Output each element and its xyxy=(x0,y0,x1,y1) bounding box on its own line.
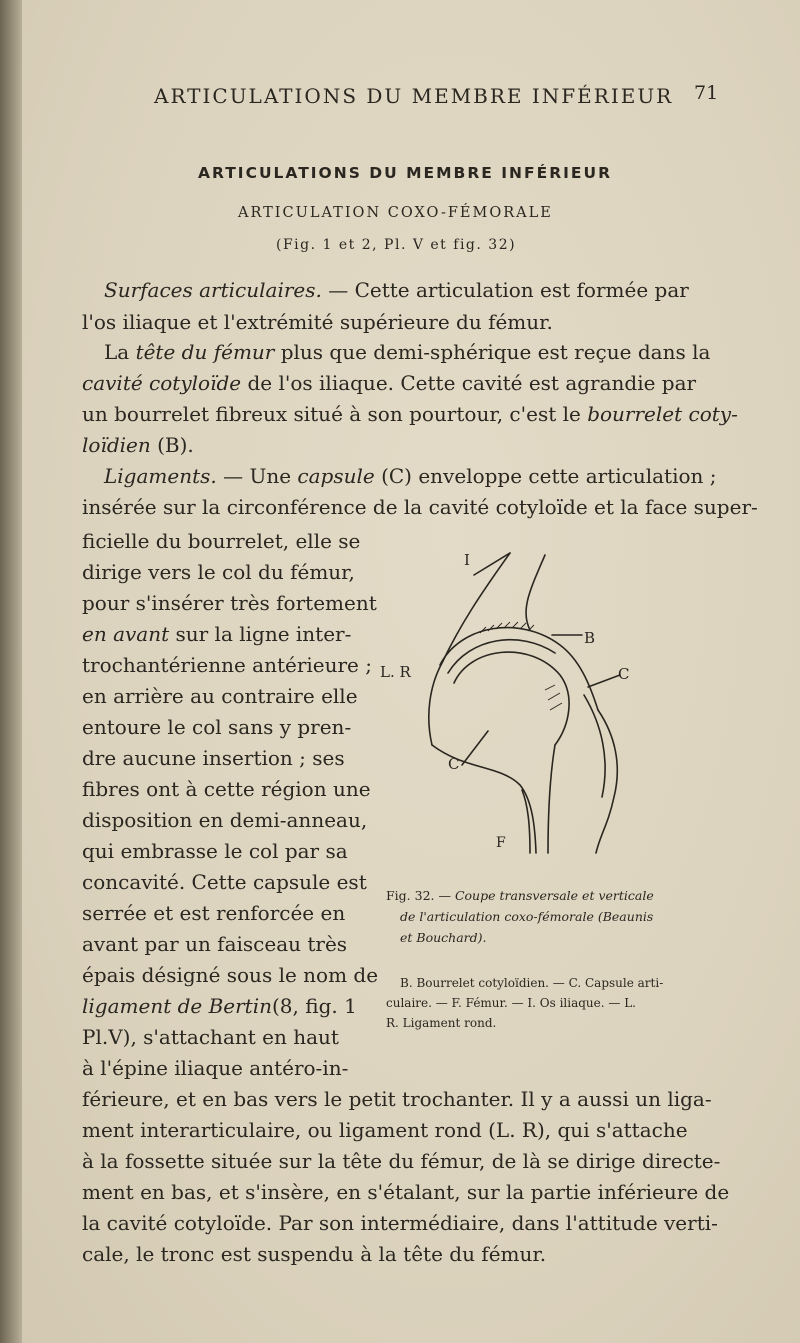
p2-line-2 xyxy=(82,373,696,393)
full-line: la cavité cotyloïde. Par son intermédiaire, dans l'attitude verti- xyxy=(82,1211,718,1235)
p2-line-3 xyxy=(82,404,738,424)
article-title: ARTICULATION COXO-FÉMORALE xyxy=(238,205,553,221)
femoral-head xyxy=(454,652,569,745)
narrow-line: concavité. Cette capsule est xyxy=(82,870,367,894)
narrow-line: avant par un faisceau très xyxy=(82,932,348,956)
label-F: F xyxy=(496,835,506,851)
full-line: ment en bas, et s'insère, en s'étalant, sur la partie inférieure de xyxy=(82,1180,730,1204)
text: La xyxy=(104,340,136,364)
narrow-line: fibres ont à cette région une xyxy=(82,777,371,801)
caption-head: Fig. 32. xyxy=(386,888,435,903)
capsule-inner xyxy=(584,695,605,797)
narrow-line: Pl.V), s'attachant en haut xyxy=(82,1025,339,1049)
figure-legend-line-3: R. Ligament rond. xyxy=(386,1016,497,1030)
narrow-line xyxy=(82,624,351,644)
label-C-left: C xyxy=(448,755,460,773)
figure-legend-line-2: culaire. — F. Fémur. — I. Os iliaque. — L. xyxy=(386,996,636,1010)
narrow-line: pour s'insérer très fortement xyxy=(82,591,377,615)
text: (C) enveloppe cette articulation ; xyxy=(374,464,717,488)
full-line: à la fossette située sur la tête du fémur, de là se dirige directe- xyxy=(82,1149,721,1173)
section-title: ARTICULATIONS DU MEMBRE INFÉRIEUR xyxy=(198,164,613,182)
figure-legend-line-1: B. Bourrelet cotyloïdien. — C. Capsule arti- xyxy=(400,976,664,990)
narrow-line: entoure le col sans y pren- xyxy=(82,715,352,739)
narrow-line: à l'épine iliaque antéro-in- xyxy=(82,1056,349,1080)
figure-caption-line-3: et Bouchard). xyxy=(400,930,487,945)
term-bourrelet: bourrelet coty- xyxy=(587,402,738,426)
full-line: ment interarticulaire, ou ligament rond (L. R), qui s'attache xyxy=(82,1118,688,1142)
text: (8, fig. 1 xyxy=(272,994,357,1018)
p3-line-1 xyxy=(104,466,717,486)
narrow-line: disposition en demi-anneau, xyxy=(82,808,368,832)
text: (B). xyxy=(150,433,194,457)
full-line: férieure, et en bas vers le petit trochanter. Il y a aussi un liga- xyxy=(82,1087,712,1111)
text: en avant xyxy=(82,622,170,646)
narrow-line: qui embrasse le col par sa xyxy=(82,839,348,863)
label-LR: L. R xyxy=(380,663,411,681)
text: — Cette articulation est formée par xyxy=(321,278,689,302)
label-B: B xyxy=(584,629,596,647)
femur-shaft-right xyxy=(548,745,555,853)
text: ligament de Bertin xyxy=(82,994,272,1018)
text: de l'os iliaque. Cette cavité est agrandie par xyxy=(241,371,697,395)
figure-caption-line-1 xyxy=(386,888,654,903)
page-number: 71 xyxy=(694,82,719,104)
text: un bourrelet fibreux situé à son pourtour, c'est le xyxy=(82,402,588,426)
narrow-line: trochantérienne antérieure ; xyxy=(82,653,372,677)
iliac-contour xyxy=(429,553,510,745)
iliac-upper xyxy=(526,555,545,630)
narrow-line: serrée et est renforcée en xyxy=(82,901,346,925)
leader-I xyxy=(474,553,510,575)
label-C-right: C xyxy=(618,665,630,683)
text: — xyxy=(434,888,455,903)
book-binding xyxy=(0,0,22,1343)
term-loidien: loïdien xyxy=(82,433,151,457)
p1-line-1 xyxy=(104,280,689,300)
narrow-line xyxy=(82,996,357,1016)
p2-line-1 xyxy=(104,342,710,362)
p3-line-2: insérée sur la circonférence de la cavité cotyloïde et la face super- xyxy=(82,495,758,519)
text: sur la ligne inter- xyxy=(169,622,352,646)
p2-line-4 xyxy=(82,435,194,455)
capsule-hatching xyxy=(545,685,562,710)
p1-line-2: l'os iliaque et l'extrémité supérieure du fémur. xyxy=(82,310,553,334)
narrow-line: épais désigné sous le nom de xyxy=(82,963,379,987)
narrow-line: dre aucune insertion ; ses xyxy=(82,746,345,770)
full-line: cale, le tronc est suspendu à la tête du fémur. xyxy=(82,1242,547,1266)
term-capsule: capsule xyxy=(297,464,375,488)
term-ligaments: Ligaments. xyxy=(104,464,217,488)
text: plus que demi-sphérique est reçue dans la xyxy=(274,340,711,364)
narrow-line: ficielle du bourrelet, elle se xyxy=(82,529,361,553)
hip-joint-figure xyxy=(370,535,650,865)
figure-references: (Fig. 1 et 2, Pl. V et fig. 32) xyxy=(276,237,517,253)
figure-caption-line-2: de l'articulation coxo-fémorale (Beaunis xyxy=(400,909,654,924)
term-surfaces: Surfaces articulaires. xyxy=(104,278,322,302)
capsule-leader xyxy=(462,731,488,765)
label-I: I xyxy=(464,551,470,569)
running-head: ARTICULATIONS DU MEMBRE INFÉRIEUR xyxy=(154,84,674,108)
capsule-right xyxy=(596,710,617,853)
term-cavite: cavité cotyloïde xyxy=(82,371,242,395)
narrow-line: en arrière au contraire elle xyxy=(82,684,358,708)
text: Coupe transversale et verticale xyxy=(454,888,654,903)
text: — Une xyxy=(216,464,298,488)
term-tete-femur: tête du fémur xyxy=(135,340,275,364)
narrow-line: dirige vers le col du fémur, xyxy=(82,560,355,584)
leader-C xyxy=(588,675,620,687)
